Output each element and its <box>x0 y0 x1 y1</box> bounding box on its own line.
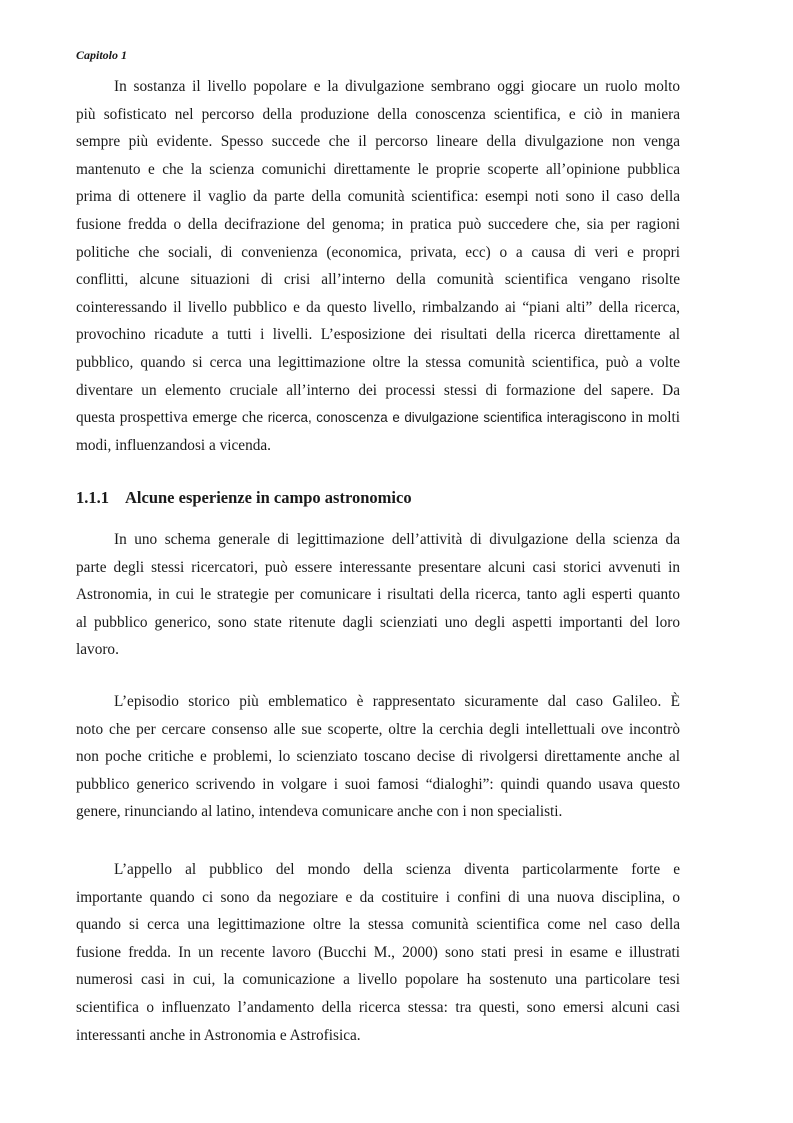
paragraph-line-mixed <box>76 404 680 432</box>
paragraph-line: importante quando ci sono da negoziare e da costituire i confini di una nuova disciplina, o <box>76 888 680 906</box>
paragraph-legitimation <box>76 526 680 664</box>
paragraph-line: conflitti, alcune situazioni di crisi all’interno della comunità scientifica vengano risolte <box>76 271 680 289</box>
paragraph-line: più sofisticato nel percorso della produzione della conoscenza scientifica, e ciò in maniera <box>76 105 680 123</box>
paragraph-line: mantenuto e che la scienza comunichi direttamente le proprie scoperte all’opinione pubblica <box>76 160 680 178</box>
paragraph-line: In uno schema generale di legittimazione dell’attività di divulgazione della scienza da <box>114 531 680 548</box>
paragraph-line: pubblico, quando si cerca una legittimazione oltre la stessa comunità scientifica, può a volte <box>76 353 680 371</box>
paragraph-line: noto che per cercare consenso alle sue scoperte, oltre la cerchia degli intellettuali ove incontrò <box>76 720 680 738</box>
paragraph-line: interessanti anche in Astronomia e Astrofisica. <box>76 1026 361 1044</box>
paragraph-line: pubblico generico scrivendo in volgare i suoi famosi “dialoghi”: quindi quando usava questo <box>76 775 680 793</box>
paragraph-line: Astronomia, in cui le strategie per comunicare i risultati della ricerca, tanto agli esperti quanto <box>76 586 680 604</box>
paragraph-line: sempre più evidente. Spesso succede che il percorso lineare della divulgazione non venga <box>76 133 680 151</box>
section-title: Alcune esperienze in campo astronomico <box>125 488 412 507</box>
paragraph-line: cointeressando il livello pubblico e da questo livello, rimbalzando ai “piani alti” della ricerca, <box>76 298 680 316</box>
paragraph-line: modi, influenzandosi a vicenda. <box>76 436 271 454</box>
paragraph-line: non poche critiche e problemi, lo scienziato toscano decise di rivolgersi direttamente anche al <box>76 748 680 766</box>
section-number: 1.1.1 <box>76 488 109 507</box>
paragraph-line: scientifica o influenzato l’andamento della ricerca stessa: tra questi, sono emersi alcuni casi <box>76 998 680 1016</box>
paragraph-line: In sostanza il livello popolare e la divulgazione sembrano oggi giocare un ruolo molto <box>114 78 680 95</box>
text-run: questa prospettiva emerge che <box>76 409 268 427</box>
paragraph-line: fusione fredda. In un recente lavoro (Bucchi M., 2000) sono stati presi in esame e illustrati <box>76 943 680 961</box>
paragraph-line: lavoro. <box>76 641 119 659</box>
paragraph-line: quando si cerca una legittimazione oltre la stessa comunità scientifica come nel caso della <box>76 916 680 934</box>
paragraph-galileo <box>76 688 680 826</box>
paragraph-line: provochino ricadute a tutti i livelli. L’esposizione dei risultati della ricerca direttamente al <box>76 326 680 344</box>
paragraph-line: al pubblico generico, sono state ritenute dagli scienziati uno degli aspetti importanti del loro <box>76 613 680 631</box>
paragraph-line: numerosi casi in cui, la comunicazione a livello popolare ha sostenuto una particolare tesi <box>76 971 680 989</box>
sans-serif-phrase: ricerca, conoscenza e divulgazione scientifica interagiscono <box>267 410 627 426</box>
paragraph-line: parte degli stessi ricercatori, può essere interessante presentare alcuni casi storici avvenuti in <box>76 558 680 576</box>
text-run: in molti <box>626 409 680 427</box>
paragraph-line: prima di ottenere il vaglio da parte della comunità scientifica: esempi noti sono il caso della <box>76 188 680 206</box>
paragraph-line: fusione fredda o della decifrazione del genoma; in pratica può succedere che, sia per ragioni <box>76 215 680 233</box>
section-heading <box>76 488 412 508</box>
paragraph-line: L’episodio storico più emblematico è rappresentato sicuramente dal caso Galileo. È <box>114 693 680 710</box>
paragraph-intro <box>76 73 680 459</box>
paragraph-line: politiche che sociali, di convenienza (economica, privata, ecc) o a causa di veri e propri <box>76 243 680 261</box>
paragraph-line: L’appello al pubblico del mondo della scienza diventa particolarmente forte e <box>114 861 680 878</box>
chapter-header: Capitolo 1 <box>76 48 128 62</box>
paragraph-public-appeal <box>76 856 680 1049</box>
paragraph-line: diventare un elemento cruciale all’interno dei processi stessi di formazione del sapere. Da <box>76 381 680 399</box>
paragraph-line: genere, rinunciando al latino, intendeva comunicare anche con i non specialisti. <box>76 803 563 821</box>
